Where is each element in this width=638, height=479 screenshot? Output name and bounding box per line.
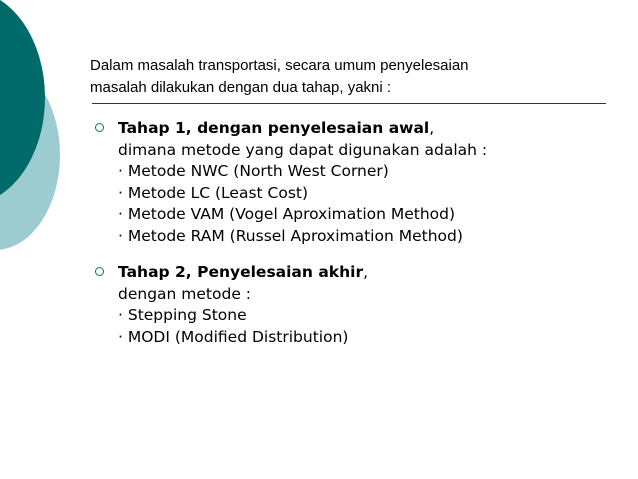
bullet-heading-line bbox=[118, 118, 608, 140]
title-line-1: Dalam masalah transportasi, secara umum penyelesaian bbox=[90, 57, 469, 74]
slide-title bbox=[90, 55, 560, 98]
bullet-tahap-1 bbox=[88, 118, 608, 247]
bullet-heading: Tahap 1, dengan penyelesaian awal bbox=[118, 119, 430, 137]
title-line-2: masalah dilakukan dengan dua tahap, yakni : bbox=[90, 78, 392, 96]
method-item-lc: · Metode LC (Least Cost) bbox=[118, 183, 309, 202]
method-item-ram: · Metode RAM (Russel Aproximation Method) bbox=[118, 226, 463, 245]
bullet-heading-suffix: , bbox=[429, 119, 435, 137]
bullet-heading-line bbox=[118, 262, 608, 284]
method-item-modi: · MODI (Modified Distribution) bbox=[118, 327, 349, 346]
method-item-stepping-stone: · Stepping Stone bbox=[118, 306, 247, 324]
bullet-circle-icon bbox=[95, 267, 104, 276]
bullet-circle-icon bbox=[95, 123, 104, 132]
title-divider bbox=[92, 103, 606, 104]
bullet-heading: Tahap 2, Penyelesaian akhir bbox=[118, 263, 364, 281]
bullet-line: dimana metode yang dapat digunakan adalah : bbox=[118, 140, 488, 159]
method-item-vam: · Metode VAM (Vogel Aproximation Method) bbox=[118, 205, 456, 223]
slide-content bbox=[88, 118, 608, 348]
bullet-tahap-2 bbox=[88, 262, 608, 348]
bullet-heading-suffix: , bbox=[363, 263, 369, 281]
bullet-line: dengan metode : bbox=[118, 284, 252, 303]
method-item-nwc: · Metode NWC (North West Corner) bbox=[118, 162, 389, 180]
